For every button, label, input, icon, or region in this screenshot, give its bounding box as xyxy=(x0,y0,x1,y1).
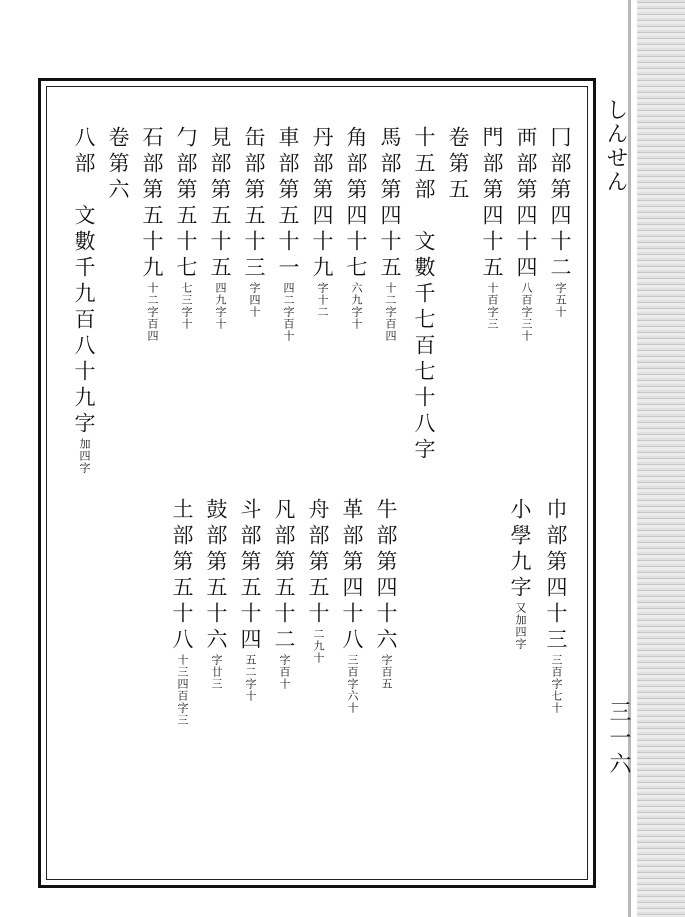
text-column xyxy=(344,126,368,330)
column-main: 革部第四十八 xyxy=(340,498,364,654)
text-column xyxy=(140,126,164,342)
column-note: 三百字六十 xyxy=(346,654,359,714)
text-column xyxy=(272,498,296,690)
column-main: 土部第五十八 xyxy=(170,498,194,654)
column-note: 加四字 xyxy=(78,438,91,474)
column-main: 斗部第五十四 xyxy=(238,498,262,654)
text-column xyxy=(170,498,194,726)
text-column xyxy=(514,126,538,342)
column-main: 丹部第四十九 xyxy=(310,126,334,282)
column-main: 冂部第四十二 xyxy=(548,126,572,282)
column-main: 石部第五十九 xyxy=(140,126,164,282)
text-column xyxy=(548,126,572,318)
text-column xyxy=(378,126,402,342)
text-column xyxy=(106,126,130,204)
column-main: 缶部第五十三 xyxy=(242,126,266,282)
column-note: 字四十 xyxy=(248,282,261,318)
scanned-page-edge xyxy=(637,0,685,917)
text-column xyxy=(446,126,470,204)
column-note: 十三四百字三 xyxy=(176,654,189,726)
text-column xyxy=(306,498,330,664)
text-column xyxy=(480,126,504,330)
column-note: 字五十 xyxy=(554,282,567,318)
page-number: 三一六 xyxy=(606,700,631,778)
column-main: 小學九字 xyxy=(508,498,532,602)
column-main: 舟部第五十 xyxy=(306,498,330,628)
column-main: 十五部 文數千七百七十八字 xyxy=(412,126,436,464)
text-column xyxy=(544,498,568,714)
column-note: 字十二 xyxy=(316,282,329,318)
column-note: 又加四字 xyxy=(514,602,527,650)
text-column xyxy=(412,126,436,464)
column-note: 四九字十 xyxy=(214,282,227,330)
column-note: 字廿三 xyxy=(210,654,223,690)
column-note: 七三字十 xyxy=(180,282,193,330)
column-note: 十百字三 xyxy=(486,282,499,330)
column-main: 巾部第四十三 xyxy=(544,498,568,654)
text-column xyxy=(242,126,266,318)
text-column xyxy=(238,498,262,702)
column-note: 三百字七十 xyxy=(550,654,563,714)
column-main: 凡部第五十二 xyxy=(272,498,296,654)
column-note: 字百五 xyxy=(380,654,393,690)
column-note: 十二字百四 xyxy=(146,282,159,342)
text-column xyxy=(508,498,532,650)
column-main: 八部 文數千九百八十九字 xyxy=(72,126,96,438)
column-main: 車部第五十一 xyxy=(276,126,300,282)
column-note: 十二字百四 xyxy=(384,282,397,342)
column-note: 字百十 xyxy=(278,654,291,690)
text-column xyxy=(72,126,96,474)
text-column xyxy=(310,126,334,318)
text-column xyxy=(208,126,232,330)
text-column xyxy=(276,126,300,342)
column-main: 襾部第四十四 xyxy=(514,126,538,282)
column-note: 八百字三十 xyxy=(520,282,533,342)
text-column xyxy=(204,498,228,690)
column-main: 牛部第四十六 xyxy=(374,498,398,654)
column-main: 卷第六 xyxy=(106,126,130,204)
text-column xyxy=(340,498,364,714)
text-column xyxy=(374,498,398,690)
column-note: 五二字十 xyxy=(244,654,257,702)
column-main: 門部第四十五 xyxy=(480,126,504,282)
running-title: しんせん xyxy=(603,98,628,194)
column-main: 鼓部第五十六 xyxy=(204,498,228,654)
column-note: 二九十 xyxy=(312,628,325,664)
text-column xyxy=(174,126,198,330)
column-main: 見部第五十五 xyxy=(208,126,232,282)
column-note: 四二字百十 xyxy=(282,282,295,342)
column-main: 角部第四十七 xyxy=(344,126,368,282)
column-main: 卷第五 xyxy=(446,126,470,204)
column-note: 六九字十 xyxy=(350,282,363,330)
column-main: 馬部第四十五 xyxy=(378,126,402,282)
column-main: 勹部第五十七 xyxy=(174,126,198,282)
